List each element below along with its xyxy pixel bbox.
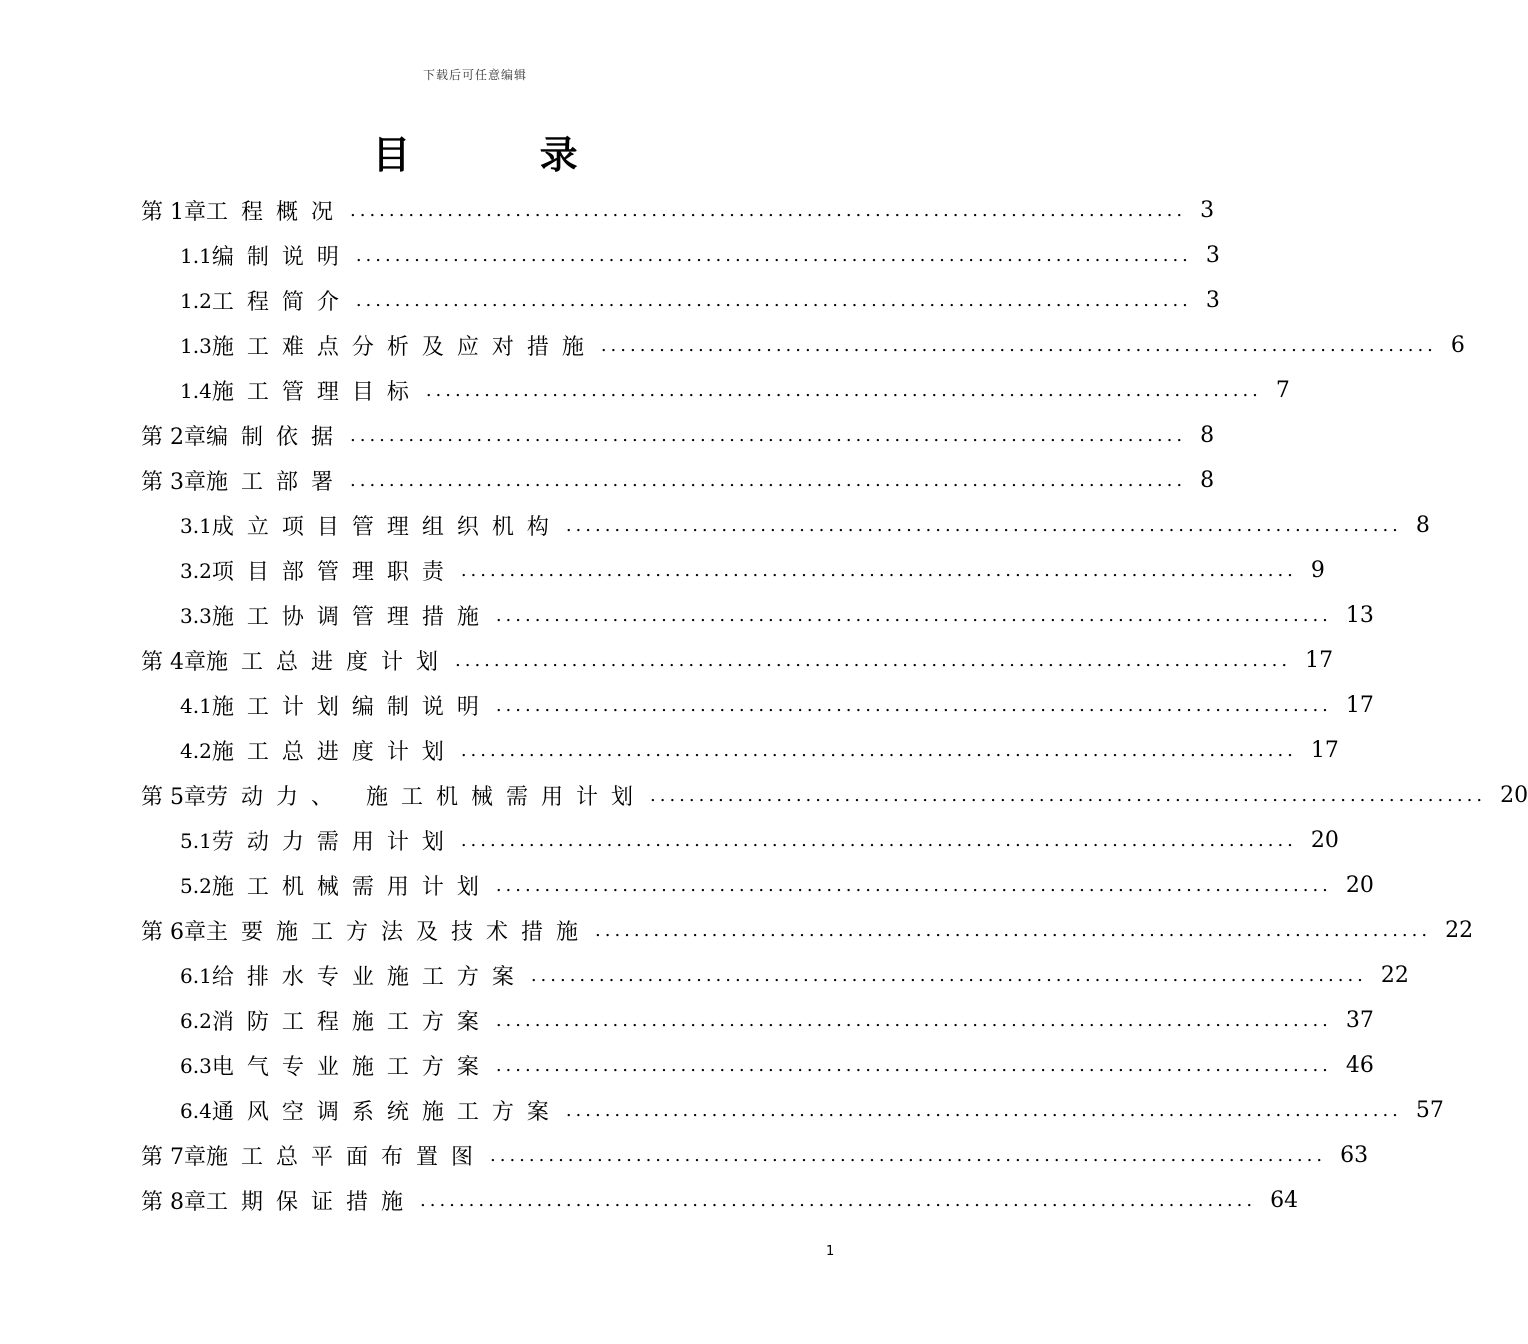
toc-entry-page: 9 <box>1310 558 1325 583</box>
toc-entry-leader: ...................................................................................... <box>455 649 1292 671</box>
toc-entry-number: 6.1 <box>180 963 212 988</box>
toc-entry-page: 20 <box>1345 873 1374 898</box>
toc-entry[interactable] <box>0 233 1220 278</box>
toc-entry-leader: ...................................................................................... <box>355 244 1192 266</box>
toc-entry-number: 1.1 <box>180 243 212 268</box>
toc-entry-page: 37 <box>1345 1008 1374 1033</box>
toc-entry-page: 8 <box>1415 513 1430 538</box>
toc-entry[interactable] <box>0 323 1465 368</box>
toc-entry[interactable] <box>0 773 1528 818</box>
toc-entry[interactable] <box>0 908 1474 953</box>
toc-entry[interactable] <box>0 728 1339 773</box>
toc-entry-number: 第 1章 <box>141 200 206 225</box>
toc-entry-page: 20 <box>1500 783 1528 808</box>
toc-entry-page: 17 <box>1310 738 1339 763</box>
toc-entry[interactable] <box>0 638 1334 683</box>
toc-entry-label: 工程简介 <box>211 290 352 315</box>
toc-entry-leader: ...................................................................................... <box>425 379 1262 401</box>
toc-entry-label: 工期保证措施 <box>206 1190 417 1215</box>
toc-entry[interactable] <box>0 1088 1444 1133</box>
toc-entry-leader: ...................................................................................... <box>460 559 1297 581</box>
toc-entry-label: 施工总进度计划 <box>206 650 452 675</box>
page-number: 1 <box>826 1244 835 1259</box>
toc-entry-label: 主要施工方法及技术措施 <box>206 920 592 945</box>
toc-entry-number: 5.2 <box>180 873 212 898</box>
toc-entry-page: 22 <box>1445 918 1474 943</box>
toc-entry-label: 施工总平面布置图 <box>206 1145 487 1170</box>
toc-entry-leader: ...................................................................................... <box>495 1009 1332 1031</box>
toc-entry-page: 6 <box>1450 333 1465 358</box>
toc-entry[interactable] <box>0 863 1374 908</box>
toc-entry[interactable] <box>0 368 1290 413</box>
toc-entry-number: 3.2 <box>180 558 212 583</box>
toc-entry-label: 工程概况 <box>206 200 347 225</box>
toc-entry-label: 施工总进度计划 <box>211 740 457 765</box>
toc-entry-leader: ...................................................................................... <box>565 514 1402 536</box>
toc-entry[interactable] <box>0 953 1409 998</box>
toc-entry-label: 施工部署 <box>206 470 347 495</box>
toc-entry-number: 6.3 <box>180 1053 212 1078</box>
toc-entry-leader: ...................................................................................... <box>600 334 1437 356</box>
toc-entry[interactable] <box>0 458 1215 503</box>
toc-entry-leader: ...................................................................................... <box>495 694 1332 716</box>
toc-entry-label: 劳动力、 施工机械需用计划 <box>206 785 646 810</box>
toc-entry-leader: ...................................................................................... <box>495 1054 1332 1076</box>
toc-entry-leader: ...................................................................................... <box>350 424 1187 446</box>
toc-entry-number: 6.4 <box>180 1098 212 1123</box>
toc-entry-number: 1.3 <box>180 333 212 358</box>
toc-entry-number: 第 7章 <box>141 1145 206 1170</box>
toc-entry-number: 6.2 <box>180 1008 212 1033</box>
toc-entry-page: 63 <box>1340 1143 1369 1168</box>
toc-entry-page: 3 <box>1200 198 1215 223</box>
toc-entry[interactable] <box>0 1043 1374 1088</box>
toc-entry-number: 第 6章 <box>141 920 206 945</box>
toc-entry-number: 3.1 <box>180 513 212 538</box>
toc-entry-page: 3 <box>1205 288 1220 313</box>
toc-entry-page: 20 <box>1310 828 1339 853</box>
toc-entry-leader: ...................................................................................... <box>460 739 1297 761</box>
toc-entry-leader: ...................................................................................... <box>350 199 1187 221</box>
toc-entry-number: 4.1 <box>180 693 212 718</box>
toc-entry-label: 施工管理目标 <box>211 380 422 405</box>
toc-entry-page: 8 <box>1200 423 1215 448</box>
toc-entry-leader: ...................................................................................... <box>420 1189 1257 1211</box>
toc-entry[interactable] <box>0 683 1374 728</box>
toc-entry-page: 17 <box>1305 648 1334 673</box>
toc-entry-number: 5.1 <box>180 828 212 853</box>
toc-entry-label: 施工难点分析及应对措施 <box>211 335 597 360</box>
toc-entry-leader: ...................................................................................... <box>495 604 1332 626</box>
toc-entry-page: 13 <box>1345 603 1374 628</box>
toc-entry-label: 施工计划编制说明 <box>211 695 492 720</box>
toc-entry-number: 第 3章 <box>141 470 206 495</box>
toc-entry[interactable] <box>0 818 1339 863</box>
toc-entry-label: 电气专业施工方案 <box>211 1055 492 1080</box>
toc-entry-number: 4.2 <box>180 738 212 763</box>
toc-entry-label: 施工机械需用计划 <box>211 875 492 900</box>
toc-entry-label: 编制说明 <box>211 245 352 270</box>
toc-entry[interactable] <box>0 503 1430 548</box>
page-header: 下载后可任意编辑 <box>422 68 527 82</box>
toc-entry-leader: ...................................................................................... <box>350 469 1187 491</box>
toc-entry-number: 第 2章 <box>141 425 206 450</box>
toc-entry[interactable] <box>0 593 1374 638</box>
toc-entry-page: 8 <box>1200 468 1215 493</box>
toc-entry-leader: ...................................................................................... <box>355 289 1192 311</box>
page-title: 目 录 <box>372 133 636 177</box>
toc-entry-page: 57 <box>1415 1098 1444 1123</box>
toc-entry-number: 第 4章 <box>141 650 206 675</box>
toc-entry-page: 7 <box>1275 378 1290 403</box>
toc-entry-page: 22 <box>1380 963 1409 988</box>
toc-entry-label: 项目部管理职责 <box>211 560 457 585</box>
toc-entry-page: 17 <box>1345 693 1374 718</box>
toc-entry[interactable] <box>0 188 1215 233</box>
toc-entry-label: 消防工程施工方案 <box>211 1010 492 1035</box>
toc-entry-page: 3 <box>1205 243 1220 268</box>
toc-entry[interactable] <box>0 1178 1299 1223</box>
toc-entry[interactable] <box>0 1133 1369 1178</box>
toc-entry-label: 通风空调系统施工方案 <box>211 1100 562 1125</box>
toc-entry[interactable] <box>0 998 1374 1043</box>
toc-entry-leader: ...................................................................................... <box>530 964 1367 986</box>
toc-entry[interactable] <box>0 278 1220 323</box>
toc-entry-number: 第 5章 <box>141 785 206 810</box>
toc-entry[interactable] <box>0 413 1215 458</box>
toc-entry-number: 1.4 <box>180 378 212 403</box>
toc-entry-leader: ...................................................................................... <box>565 1099 1402 1121</box>
toc-entry-page: 64 <box>1270 1188 1299 1213</box>
toc-entry-leader: ...................................................................................... <box>650 784 1487 806</box>
toc-entry-leader: ...................................................................................... <box>495 874 1332 896</box>
toc-entry[interactable] <box>0 548 1325 593</box>
toc-entry-leader: ...................................................................................... <box>460 829 1297 851</box>
toc-entry-leader: ...................................................................................... <box>490 1144 1327 1166</box>
toc-entry-label: 劳动力需用计划 <box>211 830 457 855</box>
toc-entry-number: 第 8章 <box>141 1190 206 1215</box>
toc-entry-number: 3.3 <box>180 603 212 628</box>
toc-entry-page: 46 <box>1345 1053 1374 1078</box>
toc-entry-label: 给排水专业施工方案 <box>211 965 527 990</box>
toc-entry-label: 编制依据 <box>206 425 347 450</box>
toc-entry-number: 1.2 <box>180 288 212 313</box>
toc-entry-label: 成立项目管理组织机构 <box>211 515 562 540</box>
toc-entry-label: 施工协调管理措施 <box>211 605 492 630</box>
toc-entry-leader: ...................................................................................... <box>595 919 1432 941</box>
